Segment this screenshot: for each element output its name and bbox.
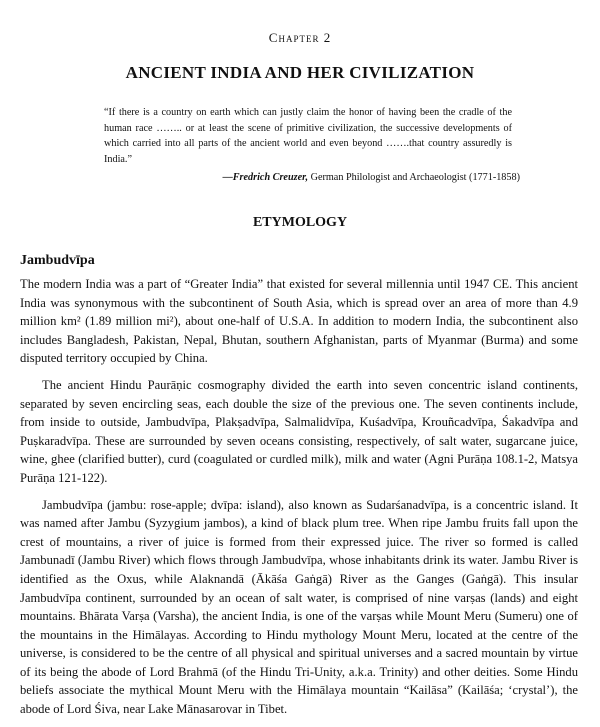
- chapter-label: Chapter 2: [268, 30, 332, 45]
- chapter-title: ANCIENT INDIA AND HER CIVILIZATION: [125, 63, 475, 82]
- epigraph-author: —Fredrich Creuzer,: [222, 172, 309, 183]
- paragraph: The modern India was a part of “Greater India” that existed for several millennia until 1947 CE. This ancient India was synonymous with the subcontinent of South Asia, which is spread over an area of more than 4.9 million km² (1.89 million mi²), about one-half of U.S.A. In addition to modern India, the subcontinent also includes Bangladesh, Pakistan, Nepal, Bhutan, southern Afghanistan, parts of Myanmar (Burma) and some disputed territory occupied by China.: [20, 277, 578, 366]
- epigraph-author-description: German Philologist and Archaeologist (1771-1858): [308, 172, 520, 183]
- paragraph: Jambudvīpa (jambu: rose-apple; dvīpa: island), also known as Sudarśanadvīpa, is a concentric island. It was named after Jambu (Syzygium jambos), a kind of black plum tree. When ripe Jambu fruits fall upon the crest of mountains, a river of juice is formed from their expressed juice. The river so formed is called Jambunadī (Jambu River) which flows through Jambudvīpa, whose inhabitants drink its water. Jambu River is identified as the Oxus, while Alaknandā (Ākāśa Gaṅgā) River as the Ganges (Gaṅgā). This insular Jambudvīpa continent, surrounded by an ocean of salt water, is comprised of nine varṣas (lands) and eight mountains. Bhārata Varṣa (Varsha), the ancient India, is one of the varṣas while Mount Meru (Sumeru) one of the mountains in the Himālayas. According to Hindu mythology Mount Meru, located at the centre of the universe, is considered to be the centre of all physical and spiritual universes and a sacred mountain by virtue of its being the abode of Lord Brahmā (of the Hindu Tri-Unity, a.k.a. Trinity) and other deities. Some Hindu beliefs associate the mythical Mount Meru with the Himālaya mountain “Kailāsa” (Kailāśa; ‘crystal’), the abode of Lord Śiva, near Lake Mānasarovar in Tibet.: [20, 497, 578, 717]
- body-text: [20, 275, 578, 727]
- paragraph: The ancient Hindu Paurāṇic cosmography divided the earth into seven concentric island continents, separated by seven encircling seas, each double the size of the previous one. The seven continents include, from inside to outside, Jambudvīpa, Plakṣadvīpa, Salmalidvīpa, Kuśadvīpa, Krouñcadvīpa, Śakadvīpa and Puṣkaradvīpa. These are surrounded by seven oceans consisting, respectively, of salt water, sugarcane juice, wine, ghee (clarified butter), curd (coagulated or curdled milk), milk and water (Agni Purāṇa 108.1-2, Matsya Purāṇa 121-122).: [20, 377, 578, 485]
- epigraph-attribution: [160, 172, 520, 183]
- section-heading: ETYMOLOGY: [252, 215, 348, 230]
- subheading: Jambudvīpa: [20, 253, 95, 268]
- epigraph-quote: “If there is a country on earth which can justly claim the honor of having been the cradle of the human race …….. or at least the scene of primitive civilization, the successive developments of which carried into all parts of the ancient world and even beyond …….that country assuredly is India.”: [104, 107, 512, 165]
